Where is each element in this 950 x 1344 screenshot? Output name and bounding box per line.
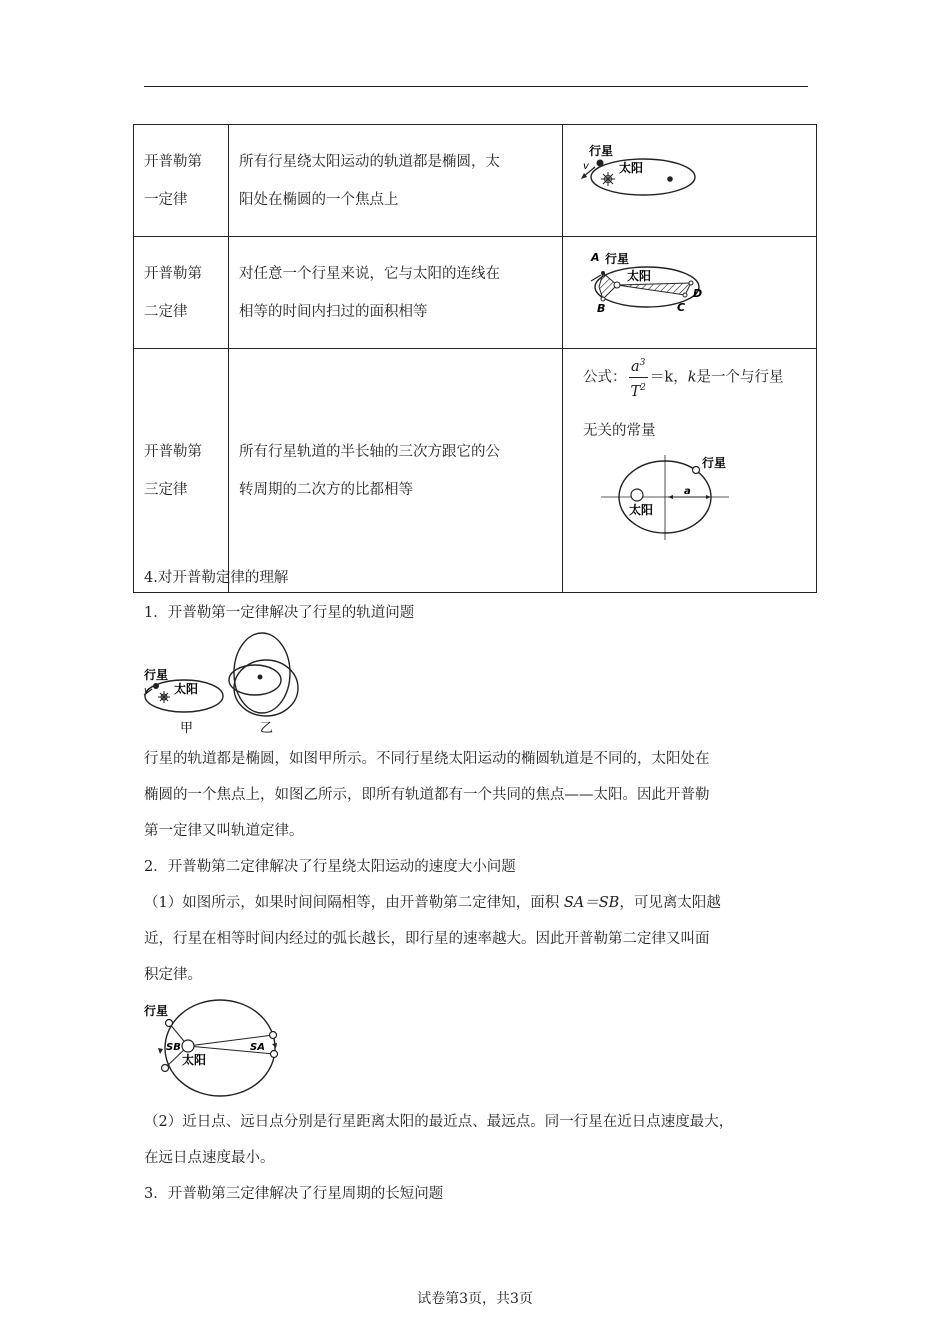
semi-major-axis-label: a bbox=[684, 485, 691, 497]
sun-label: 太阳 bbox=[182, 1053, 207, 1067]
kepler-laws-table bbox=[133, 124, 817, 593]
figure-jia-label: 甲 bbox=[180, 721, 194, 736]
item3-heading: 3．开普勒第三定律解决了行星周期的长短问题 bbox=[144, 1186, 444, 1202]
law-content: 所有行星绕太阳运动的轨道都是椭圆，太 阳处在椭圆的一个焦点上 bbox=[229, 125, 563, 237]
orbit-figure-3 bbox=[591, 452, 741, 548]
item2-paragraph1-line1: （1）如图所示，如果时间间隔相等，由开普勒第二定律知，面积 SA＝SB，可见离太阳越 bbox=[144, 895, 721, 911]
law-figure-cell bbox=[563, 125, 817, 237]
law-figure-cell bbox=[563, 237, 817, 349]
item1-heading: 1．开普勒第一定律解决了行星的轨道问题 bbox=[144, 605, 415, 621]
sun-label: 太阳 bbox=[629, 502, 654, 517]
formula-line2: 无关的常量 bbox=[583, 422, 656, 439]
page-footer: 试卷第3页，共3页 bbox=[417, 1291, 533, 1307]
law-figure-cell bbox=[563, 349, 817, 593]
item2-paragraph1-line3: 积定律。 bbox=[144, 967, 202, 983]
planet-label: 行星 bbox=[605, 252, 630, 266]
point-d-label: D bbox=[693, 287, 703, 300]
table-row-law3 bbox=[134, 349, 817, 593]
law-name: 开普勒第 三定律 bbox=[134, 349, 229, 593]
table-row-law2 bbox=[134, 237, 817, 349]
figure-yi-label: 乙 bbox=[260, 721, 274, 736]
item2-paragraph2-line1: （2）近日点、远日点分别是行星距离太阳的最近点、最远点。同一行星在近日点速度最大， bbox=[144, 1114, 734, 1130]
area-sb-label: SB bbox=[166, 1042, 181, 1053]
orbit-figure-jia-yi bbox=[140, 628, 310, 740]
planet-label: 行星 bbox=[589, 144, 614, 158]
law-name: 开普勒第 一定律 bbox=[134, 125, 229, 237]
sun-label: 太阳 bbox=[627, 269, 652, 283]
formula-line: 公式： $\frac{a^3}{T^2}$ ＝k，k是一个与行星 bbox=[573, 349, 806, 402]
orbit-figure-1 bbox=[573, 125, 828, 221]
velocity-label: v bbox=[144, 686, 150, 696]
velocity-label: v bbox=[583, 161, 589, 172]
formula-fraction: $\frac{a^3}{T^2}$ bbox=[629, 353, 648, 402]
section-title: 4.对开普勒定律的理解 bbox=[144, 570, 289, 586]
header-rule bbox=[144, 86, 808, 87]
sun-label: 太阳 bbox=[619, 161, 644, 175]
item1-paragraph-line2: 椭圆的一个焦点上，如图乙所示，即所有轨道都有一个共同的焦点——太阳。因此开普勒 bbox=[144, 787, 710, 803]
point-a-label: A bbox=[591, 251, 600, 264]
item2-paragraph1-line2: 近，行星在相等时间内经过的弧长越长，即行星的速率越大。因此开普勒第二定律又叫面 bbox=[144, 931, 710, 947]
point-c-label: C bbox=[677, 301, 686, 314]
point-b-label: B bbox=[597, 302, 606, 315]
area-sa-label: SA bbox=[250, 1042, 265, 1053]
law-name: 开普勒第 二定律 bbox=[134, 237, 229, 349]
item1-paragraph-line1: 行星的轨道都是椭圆，如图甲所示。不同行星绕太阳运动的椭圆轨道是不同的，太阳处在 bbox=[144, 751, 710, 767]
law-content: 对任意一个行星来说，它与太阳的连线在 相等的时间内扫过的面积相等 bbox=[229, 237, 563, 349]
law-content: 所有行星轨道的半长轴的三次方跟它的公 转周期的二次方的比都相等 bbox=[229, 349, 563, 593]
item2-heading: 2．开普勒第二定律解决了行星绕太阳运动的速度大小问题 bbox=[144, 859, 516, 875]
item2-paragraph2-line2: 在远日点速度最小。 bbox=[144, 1150, 275, 1166]
table-row-law1 bbox=[134, 125, 817, 237]
orbit-figure-2 bbox=[573, 237, 828, 333]
sun-label: 太阳 bbox=[174, 682, 199, 696]
item1-paragraph-line3: 第一定律又叫轨道定律。 bbox=[144, 823, 304, 839]
planet-label: 行星 bbox=[702, 455, 727, 470]
area-law-figure bbox=[140, 998, 290, 1098]
planet-label: 行星 bbox=[144, 1004, 169, 1018]
planet-label: 行星 bbox=[144, 668, 169, 682]
